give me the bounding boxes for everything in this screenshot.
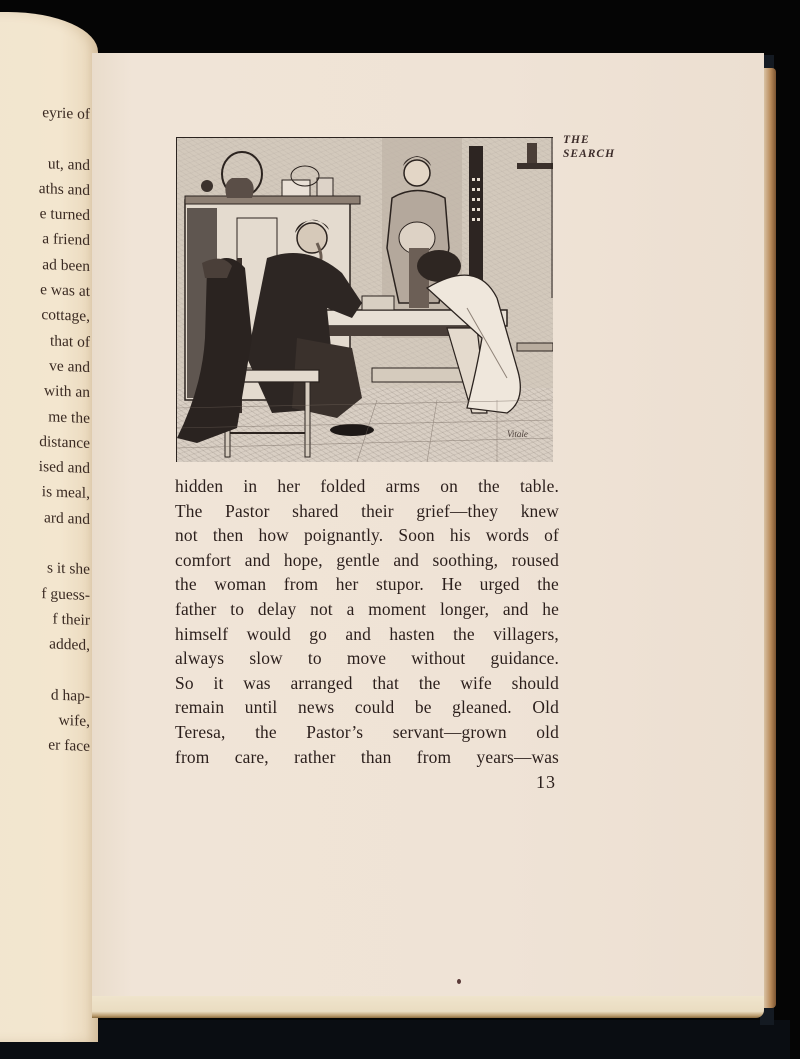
left-line: e was at — [40, 281, 90, 301]
left-line: added, — [49, 635, 90, 655]
body-line: The Pastor shared their grief—they knew — [175, 500, 559, 521]
left-line: aths and — [38, 179, 90, 199]
page-fore-edge — [764, 68, 776, 1008]
left-line: er face — [48, 736, 90, 756]
left-line: e turned — [39, 205, 90, 225]
body-line: the woman from her stupor. He urged the — [175, 574, 559, 595]
page-number: 13 — [536, 772, 556, 792]
left-line: ard and — [43, 508, 90, 528]
left-line: ised and — [38, 458, 90, 478]
side-heading-line: THE — [563, 134, 590, 146]
body-line: Teresa, the Pastor’s servant—grown old — [175, 721, 559, 742]
left-line: ve and — [49, 357, 90, 376]
body-line: always slow to move without guidance. — [175, 648, 559, 669]
left-page-text — [0, 97, 90, 759]
body-line: So it was arranged that the wife should — [175, 672, 559, 693]
left-line: f their — [52, 610, 90, 629]
paper-speck — [457, 979, 461, 984]
left-line: eyrie of — [42, 104, 90, 123]
left-page — [0, 12, 98, 1042]
body-line: himself would go and hasten the villagers, — [175, 623, 559, 644]
left-line — [0, 527, 90, 557]
body-line: comfort and hope, gentle and soothing, roused — [175, 549, 559, 570]
left-line: me the — [48, 407, 90, 427]
left-line: distance — [39, 432, 90, 452]
left-line — [0, 654, 90, 684]
body-line: from care, rather than from years—was — [175, 746, 559, 767]
page-bottom-edge — [92, 996, 764, 1018]
left-line: wife, — [58, 711, 90, 731]
left-line: s it she — [46, 559, 90, 579]
engraving-illustration — [176, 137, 553, 462]
left-line: is meal, — [41, 483, 90, 503]
body-text — [175, 474, 559, 769]
engraving-scene-icon — [177, 138, 553, 462]
left-line: ad been — [42, 255, 90, 275]
left-line — [0, 123, 90, 153]
side-heading-line: SEARCH — [563, 148, 616, 160]
left-line: d hap- — [50, 686, 90, 705]
left-line: a friend — [42, 230, 90, 250]
left-line: with an — [43, 382, 90, 402]
body-line: not then how poignantly. Soon his words of — [175, 525, 559, 546]
left-line: cottage, — [41, 306, 90, 326]
running-side-heading — [563, 133, 615, 161]
left-line: f guess- — [41, 584, 90, 604]
body-line: father to delay not a moment longer, and he — [175, 598, 559, 619]
body-line: hidden in her folded arms on the table. — [175, 476, 559, 496]
left-line: ut, and — [47, 154, 90, 174]
body-line: remain until news could be gleaned. Old — [175, 697, 559, 718]
left-line: that of — [49, 332, 90, 351]
illustration-signature: Vitale — [507, 429, 528, 439]
book-cover-bottom — [0, 1020, 790, 1059]
